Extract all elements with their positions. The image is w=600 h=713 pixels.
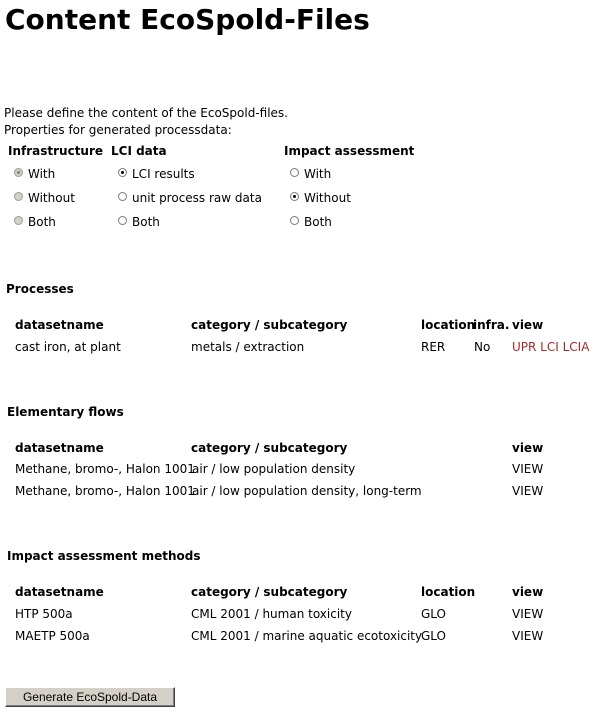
column-header: location xyxy=(421,318,476,332)
method-view-link[interactable]: VIEW xyxy=(512,607,544,621)
intro-subtext: Properties for generated processdata: xyxy=(4,123,232,137)
column-header: category / subcategory xyxy=(191,441,348,455)
column-header: location xyxy=(421,585,476,599)
impact-both-label: Both xyxy=(304,215,332,229)
lci-both-radio[interactable] xyxy=(118,216,127,225)
impact-without-radio[interactable] xyxy=(290,192,299,201)
column-header: datasetname xyxy=(15,318,104,332)
flow-name: Methane, bromo-, Halon 1001 xyxy=(15,462,195,476)
lci-raw-data-label: unit process raw data xyxy=(132,191,262,205)
elementary-flows-heading: Elementary flows xyxy=(7,405,124,419)
column-header: view xyxy=(512,441,544,455)
column-header: datasetname xyxy=(15,441,104,455)
intro-text: Please define the content of the EcoSpold-files. xyxy=(4,106,288,120)
infrastructure-without-label: Without xyxy=(28,191,75,205)
process-name: cast iron, at plant xyxy=(15,340,121,354)
process-infra: No xyxy=(474,340,491,354)
process-category: metals / extraction xyxy=(191,340,305,354)
lci-results-label: LCI results xyxy=(132,167,195,181)
page-title: Content EcoSpold-Files xyxy=(5,3,370,36)
flow-category: air / low population density, long-term xyxy=(192,484,422,498)
flow-name: Methane, bromo-, Halon 1001 xyxy=(15,484,195,498)
column-header: category / subcategory xyxy=(191,585,348,599)
processes-heading: Processes xyxy=(6,282,74,296)
impact-assessment-heading: Impact assessment xyxy=(284,144,415,158)
impact-methods-heading: Impact assessment methods xyxy=(7,549,201,563)
flow-view-link[interactable]: VIEW xyxy=(512,462,544,476)
impact-without-label: Without xyxy=(304,191,351,205)
method-name: MAETP 500a xyxy=(15,629,90,643)
method-category: CML 2001 / human toxicity xyxy=(191,607,352,621)
infrastructure-both-label: Both xyxy=(28,215,56,229)
column-header: datasetname xyxy=(15,585,104,599)
infrastructure-without-radio[interactable] xyxy=(14,192,23,201)
lci-both-label: Both xyxy=(132,215,160,229)
lci-results-radio[interactable] xyxy=(118,168,127,177)
infrastructure-with-radio[interactable] xyxy=(14,168,23,177)
lci-data-heading: LCI data xyxy=(111,144,167,158)
flow-view-link[interactable]: VIEW xyxy=(512,484,544,498)
infrastructure-both-radio[interactable] xyxy=(14,216,23,225)
flow-category: air / low population density xyxy=(192,462,356,476)
column-header: view xyxy=(512,318,544,332)
generate-ecospold-button[interactable]: Generate EcoSpold-Data xyxy=(5,687,175,707)
method-location: GLO xyxy=(421,607,447,621)
column-header: category / subcategory xyxy=(191,318,348,332)
process-location: RER xyxy=(421,340,446,354)
method-location: GLO xyxy=(421,629,447,643)
infrastructure-with-label: With xyxy=(28,167,56,181)
lci-raw-data-radio[interactable] xyxy=(118,192,127,201)
method-category: CML 2001 / marine aquatic ecotoxicity xyxy=(191,629,423,643)
method-name: HTP 500a xyxy=(15,607,73,621)
column-header: view xyxy=(512,585,544,599)
column-header: infra. xyxy=(473,318,510,332)
infrastructure-heading: Infrastructure xyxy=(8,144,104,158)
method-view-link[interactable]: VIEW xyxy=(512,629,544,643)
process-view-links[interactable]: UPR LCI LCIA xyxy=(512,340,590,354)
impact-both-radio[interactable] xyxy=(290,216,299,225)
impact-with-label: With xyxy=(304,167,332,181)
impact-with-radio[interactable] xyxy=(290,168,299,177)
